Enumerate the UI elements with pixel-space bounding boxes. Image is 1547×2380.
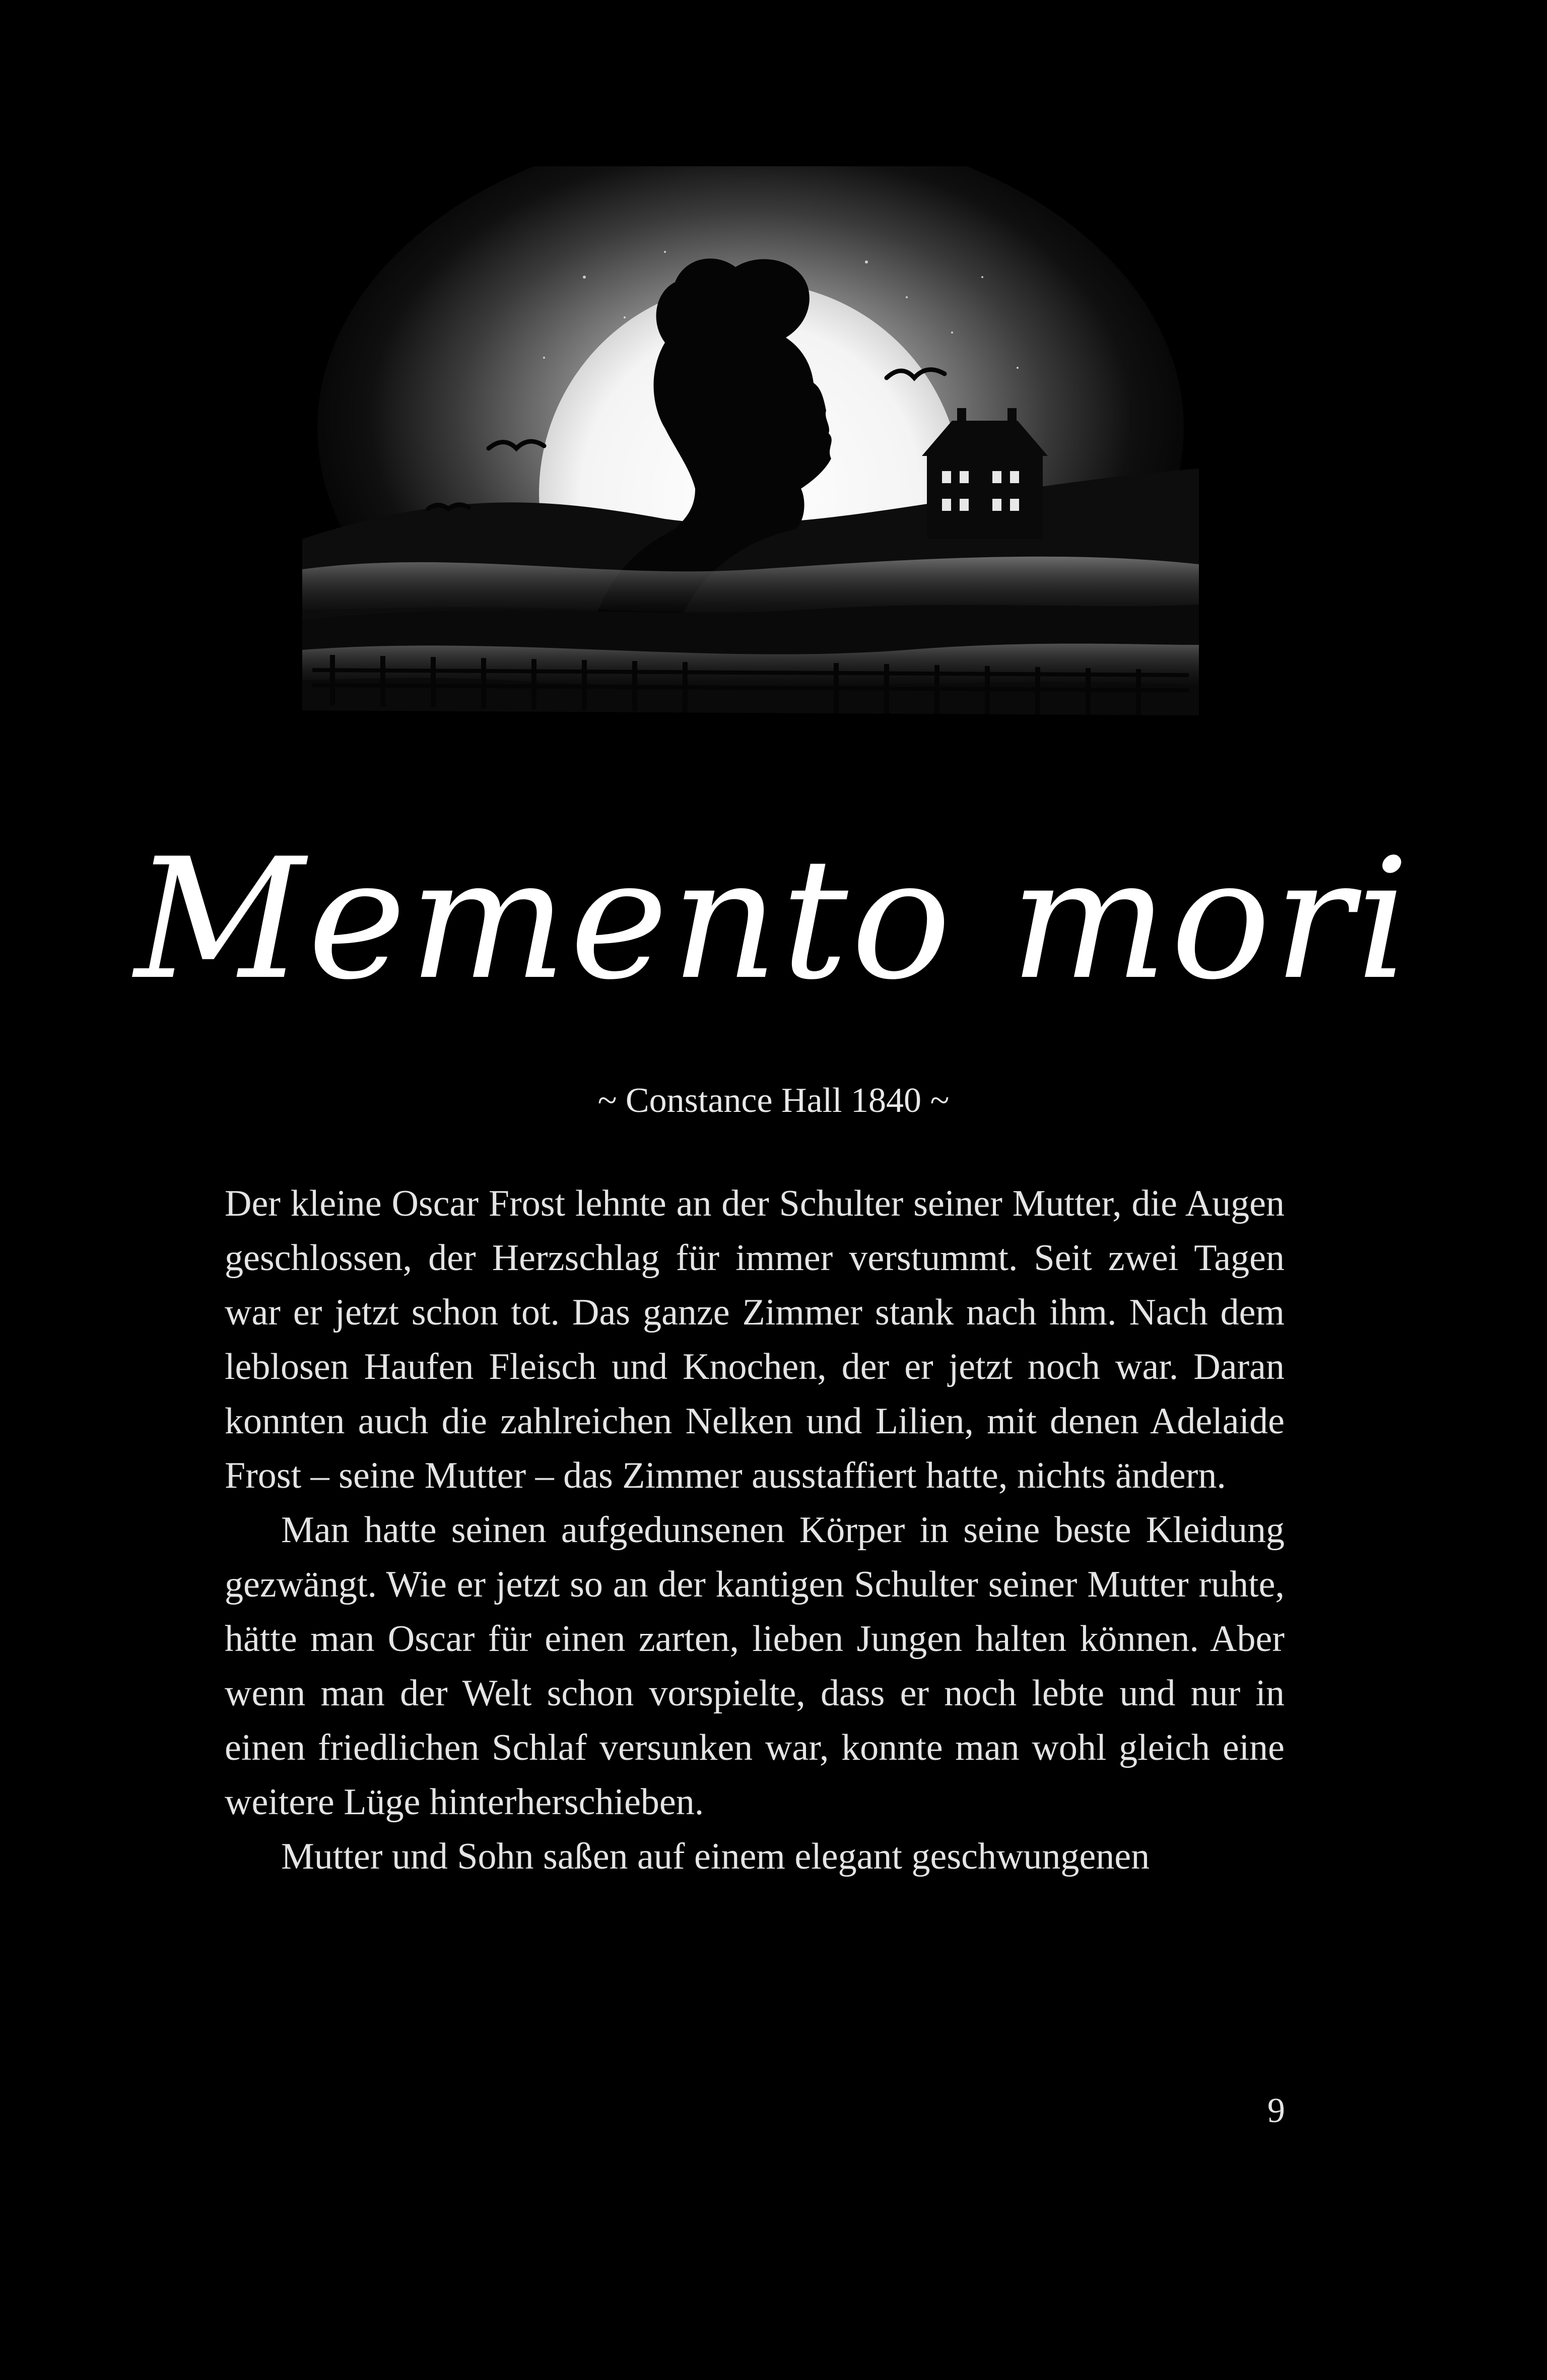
silhouette-woman-moon-manor-icon [302, 166, 1199, 771]
chapter-subtitle: ~ Constance Hall 1840 ~ [597, 1081, 950, 1120]
page-number: 9 [1267, 2091, 1285, 2130]
paragraph: Der kleine Oscar Frost lehnte an der Schulter seiner Mutter, die Augen geschlossen, der Herzschlag für immer verstummt. Seit zwei Tagen war er jetzt schon tot. Das ganze Zimmer stank nach ihm. Nach dem leblosen Haufen Fleisch und Knochen, der er jetzt noch war. Daran konnten auch die zahlreichen Nelken und Lilien, mit denen Adelaide Frost – seine Mutter – das Zimmer ausstaffiert hatte, nichts ändern. [225, 1183, 1285, 1496]
chapter-title: Memento mori [134, 823, 1413, 1016]
paragraph: Man hatte seinen aufgedunsenen Körper in seine beste Kleidung gezwängt. Wie er jetzt so an der kantigen Schulter seiner Mutter ruhte, hätte man Oscar für einen zarten, lieben Jungen halten können. Aber wenn man der Welt schon vorspielte, dass er noch lebte und nur in einen friedlichen Schlaf versunken war, konnte man wohl gleich eine weitere Lüge hinterherschieben. [225, 1509, 1285, 1823]
body-text [225, 1176, 1285, 1884]
paragraph: Mutter und Sohn saßen auf einem elegant geschwungenen [281, 1836, 1150, 1877]
chapter-illustration [302, 166, 1199, 771]
